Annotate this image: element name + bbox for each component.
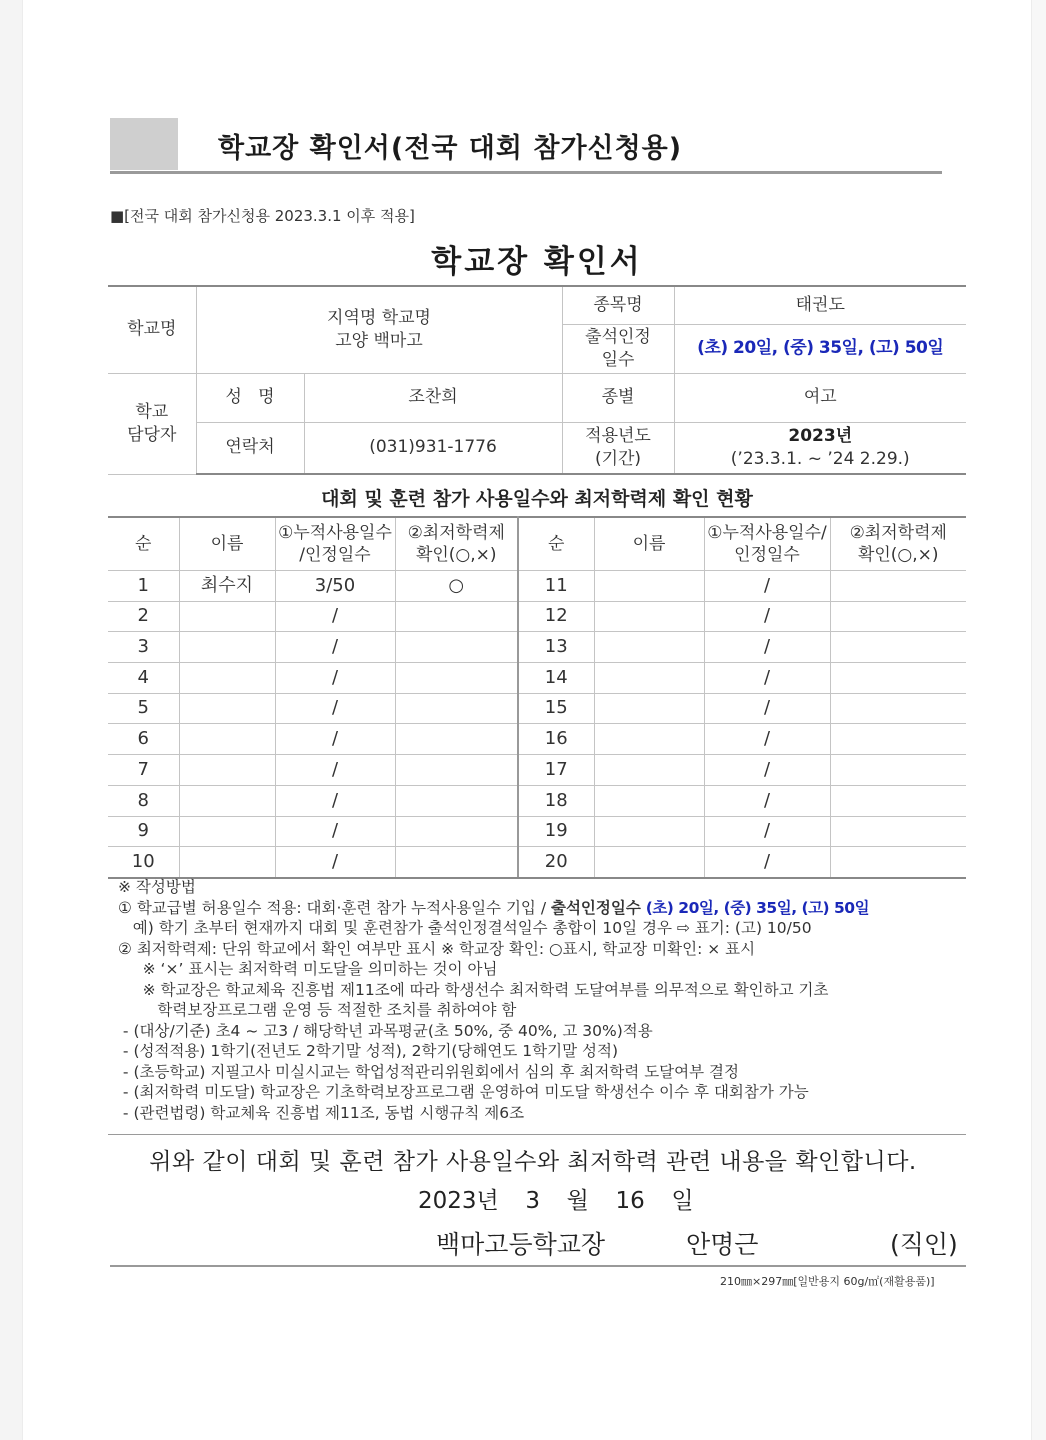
cell-used-right: / (704, 785, 830, 816)
usage-table-header (108, 517, 966, 571)
cell-name-right (594, 632, 704, 663)
cell-check: ○ (395, 571, 518, 602)
cell-no: 8 (108, 785, 179, 816)
cell-no-right: 16 (518, 724, 594, 755)
col-no: 순 (108, 517, 179, 571)
header-gray-block (110, 118, 178, 170)
col-check (395, 517, 518, 571)
cell-check-right (830, 724, 966, 755)
document-title-text: 학교장 확인서 (431, 244, 643, 280)
col-no-right: 순 (518, 517, 594, 571)
cell-no-right: 11 (518, 571, 594, 602)
header-divider (110, 171, 942, 174)
info-row-contact (108, 422, 966, 474)
cell-check (395, 847, 518, 878)
cell-no-right: 14 (518, 663, 594, 694)
cell-no: 6 (108, 724, 179, 755)
cell-name (179, 724, 275, 755)
cell-no-right: 19 (518, 816, 594, 847)
attendance-label-line2: 일수 (601, 349, 635, 370)
cell-used-right: / (704, 724, 830, 755)
signer-title: 백마고등학교장 (436, 1230, 606, 1259)
cell-no: 3 (108, 632, 179, 663)
cell-name-right (594, 724, 704, 755)
event-label: 종목명 (562, 286, 674, 324)
notice-line: ■[전국 대회 참가신청용 2023.3.1 이후 적용] (110, 207, 415, 225)
cell-check (395, 724, 518, 755)
cell-check-right (830, 693, 966, 724)
manager-label-line2: 담당자 (127, 424, 177, 445)
cell-no-right: 15 (518, 693, 594, 724)
cell-used-right: / (704, 847, 830, 878)
col-name-right: 이름 (594, 517, 704, 571)
writing-guide (118, 877, 968, 1123)
year-label-line1: 적용년도 (585, 425, 651, 446)
cell-name-right (594, 785, 704, 816)
cell-name: 최수지 (179, 571, 275, 602)
col-used-right (704, 517, 830, 571)
cell-used: / (275, 847, 395, 878)
detail-3: - (초등학교) 지필고사 미실시교는 학업성적관리위원회에서 심의 후 최저학력 도달여부 결정 (118, 1062, 739, 1081)
cell-used-right: / (704, 816, 830, 847)
detail-1: - (대상/기준) 초4 ~ 고3 / 해당학년 과목평균(초 50%, 중 40%, 고 30%)적용 (118, 1021, 653, 1040)
table-row (108, 601, 966, 632)
table-row (108, 632, 966, 663)
cell-check-right (830, 601, 966, 632)
cell-used: / (275, 663, 395, 694)
cell-no: 7 (108, 755, 179, 786)
cell-check (395, 632, 518, 663)
paper-spec: 210㎜×297㎜[일반용지 60g/㎡(재활용품)] (720, 1275, 935, 1288)
cell-check-right (830, 816, 966, 847)
cell-used: 3/50 (275, 571, 395, 602)
cell-no: 10 (108, 847, 179, 878)
document-title (0, 236, 1046, 281)
section-title-text: 대회 및 훈련 참가 사용일수와 최저학력제 확인 현황 (321, 488, 753, 510)
cell-name (179, 847, 275, 878)
page-right-margin (1031, 0, 1046, 1440)
cell-used: / (275, 785, 395, 816)
cell-name (179, 755, 275, 786)
cell-check-right (830, 632, 966, 663)
section-title (0, 484, 1046, 511)
cell-check (395, 693, 518, 724)
cell-name (179, 785, 275, 816)
gender-label: 종별 (562, 373, 674, 422)
cell-used-right: / (704, 601, 830, 632)
signer-name: 안명근 (686, 1230, 759, 1259)
notes-divider (108, 1134, 966, 1135)
year-label (562, 422, 674, 474)
cell-no-right: 13 (518, 632, 594, 663)
school-value (196, 286, 562, 373)
cell-name-right (594, 693, 704, 724)
cell-name-right (594, 755, 704, 786)
cell-used: / (275, 816, 395, 847)
cell-no: 1 (108, 571, 179, 602)
info-row-name (108, 373, 966, 422)
col-check-right-line2: 확인(○,×) (857, 545, 939, 565)
cell-no: 2 (108, 601, 179, 632)
col-used (275, 517, 395, 571)
note-1-blue: (초) 20일, (중) 35일, (고) 50일 (645, 898, 870, 917)
table-row (108, 785, 966, 816)
table-row (108, 847, 966, 878)
col-check-line2: 확인(○,×) (415, 545, 497, 565)
page-left-margin (0, 0, 23, 1440)
attendance-value: (초) 20일, (중) 35일, (고) 50일 (674, 324, 966, 373)
cell-name-right (594, 601, 704, 632)
table-row (108, 755, 966, 786)
col-used-right-line2: 인정일수 (734, 545, 800, 565)
official-seal-label: (직인) (890, 1230, 958, 1259)
cell-used-right: / (704, 571, 830, 602)
cell-check-right (830, 755, 966, 786)
cell-check (395, 601, 518, 632)
contact-label: 연락처 (196, 422, 304, 474)
header-title: 학교장 확인서(전국 대회 참가신청용) (218, 133, 683, 164)
note-2a: ※ ‘×’ 표시는 최저학력 미도달을 의미하는 것이 아님 (118, 960, 498, 978)
year-value-line2: (’23.3.1. ~ ’24 2.29.) (730, 448, 910, 469)
school-value-line1: 지역명 학교명 (327, 307, 431, 328)
cell-check (395, 755, 518, 786)
cell-check (395, 816, 518, 847)
manager-label-line1: 학교 (135, 401, 169, 422)
cell-name-right (594, 847, 704, 878)
cell-used: / (275, 755, 395, 786)
usage-table (108, 516, 966, 879)
col-name: 이름 (179, 517, 275, 571)
detail-2: - (성적적용) 1학기(전년도 2학기말 성적), 2학기(당해연도 1학기말 성적) (118, 1042, 618, 1060)
manager-label (108, 373, 196, 474)
cell-name (179, 663, 275, 694)
cell-no-right: 12 (518, 601, 594, 632)
cell-no-right: 20 (518, 847, 594, 878)
info-row-event (108, 286, 966, 324)
cell-used-right: / (704, 755, 830, 786)
cell-used-right: / (704, 663, 830, 694)
cell-name-right (594, 816, 704, 847)
table-row (108, 663, 966, 694)
cell-check-right (830, 847, 966, 878)
year-label-line2: (기간) (594, 448, 642, 469)
table-row (108, 693, 966, 724)
confirmation-text: 위와 같이 대회 및 훈련 참가 사용일수와 최저학력 관련 내용을 확인합니다. (149, 1149, 917, 1175)
cell-name (179, 632, 275, 663)
table-row (108, 816, 966, 847)
note-2: ② 최저학력제: 단위 학교에서 확인 여부만 표시 ※ 학교장 확인: ○표시, 학교장 미확인: × 표시 (118, 939, 756, 958)
note-1-example: 예) 학기 초부터 현재까지 대회 및 훈련참가 출석인정결석일수 총합이 10일 경우 ⇨ 표기: (고) 10/50 (118, 919, 812, 937)
cell-name (179, 601, 275, 632)
cell-check-right (830, 785, 966, 816)
cell-check-right (830, 571, 966, 602)
school-value-line2: 고양 백마고 (335, 330, 423, 351)
year-value-line1: 2023년 (788, 425, 853, 446)
cell-used: / (275, 693, 395, 724)
note-2c: 학력보장프로그램 운영 등 적절한 조치를 취하여야 함 (118, 1001, 517, 1019)
col-used-line1: ①누적사용일수 (278, 522, 392, 543)
cell-name (179, 816, 275, 847)
cell-used: / (275, 601, 395, 632)
detail-5: - (관련법령) 학교체육 진흥법 제11조, 동법 시행규칙 제6조 (118, 1103, 525, 1122)
col-used-line2: /인정일수 (299, 545, 371, 565)
note-1 (118, 898, 968, 919)
cell-no: 9 (108, 816, 179, 847)
table-row (108, 724, 966, 755)
issue-date: 2023년 3 월 16 일 (418, 1188, 694, 1214)
col-check-right-line1: ②최저학력제 (849, 522, 947, 543)
name-label: 성 명 (196, 373, 304, 422)
cell-name-right (594, 663, 704, 694)
cell-check (395, 663, 518, 694)
attendance-label-line1: 출석인정 (585, 326, 651, 347)
cell-used-right: / (704, 632, 830, 663)
cell-check (395, 785, 518, 816)
confirmation-statement (0, 1143, 1046, 1176)
col-check-right (830, 517, 966, 571)
cell-name-right (594, 571, 704, 602)
note-1-bold: 출석인정일수 (550, 898, 641, 917)
cell-used: / (275, 724, 395, 755)
contact-value: (031)931-1776 (304, 422, 562, 474)
col-used-right-line1: ①누적사용일수/ (707, 522, 827, 543)
name-value: 조찬희 (304, 373, 562, 422)
bottom-divider (110, 1265, 966, 1267)
note-1-text: ① 학교급별 허용일수 적용: 대회·훈련 참가 누적사용일수 기입 / (118, 898, 551, 917)
cell-no: 4 (108, 663, 179, 694)
col-check-line1: ②최저학력제 (407, 522, 505, 543)
note-2b: ※ 학교장은 학교체육 진흥법 제11조에 따라 학생선수 최저학력 도달여부를 의무적으로 확인하고 기초 (118, 980, 829, 999)
detail-4: - (최저학력 미도달) 학교장은 기초학력보장프로그램 운영하여 미도달 학생선수 이수 후 대회참가 가능 (118, 1083, 809, 1101)
info-table (108, 285, 966, 475)
cell-no-right: 18 (518, 785, 594, 816)
cell-used-right: / (704, 693, 830, 724)
table-row (108, 571, 966, 602)
cell-check-right (830, 663, 966, 694)
school-label: 학교명 (108, 286, 196, 373)
cell-name (179, 693, 275, 724)
notes-title: ※ 작성방법 (118, 878, 196, 896)
year-value (674, 422, 966, 474)
event-value: 태권도 (674, 286, 966, 324)
cell-no-right: 17 (518, 755, 594, 786)
cell-no: 5 (108, 693, 179, 724)
gender-value: 여고 (674, 373, 966, 422)
attendance-label (562, 324, 674, 373)
cell-used: / (275, 632, 395, 663)
